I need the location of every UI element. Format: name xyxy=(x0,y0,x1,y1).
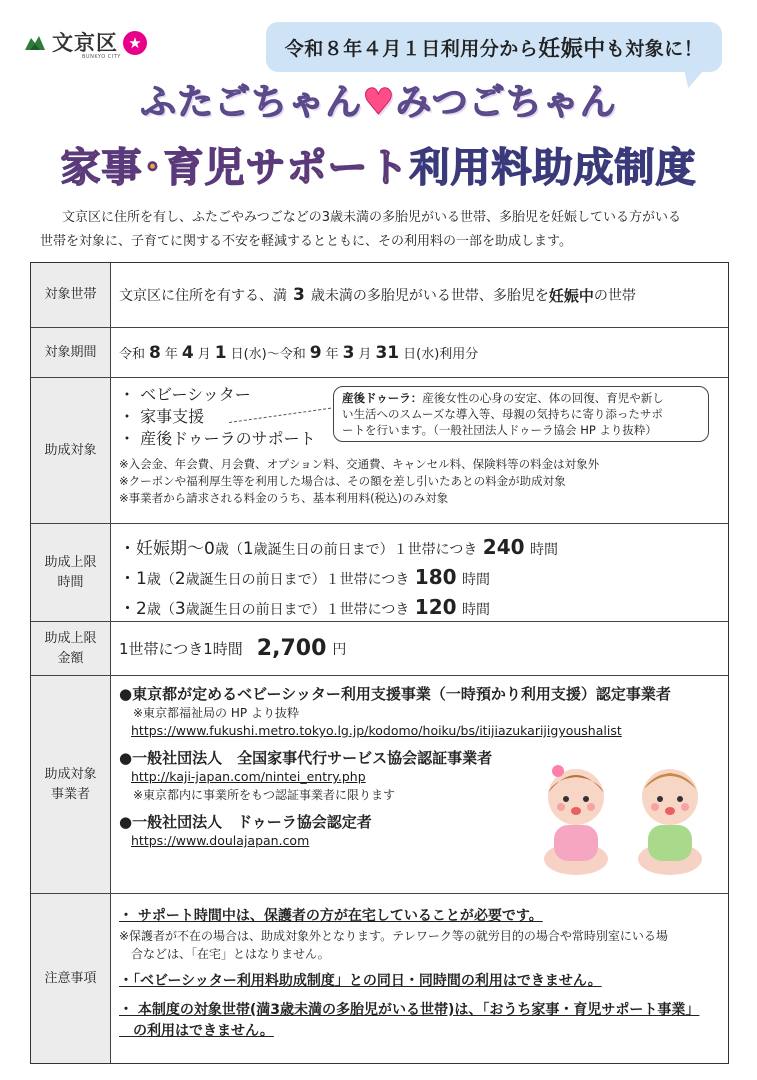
provider-note: ※東京都内に事業所をもつ認証事業者に限ります xyxy=(133,788,396,802)
provider-org-1: ●東京都が定めるベビーシッター利用支援事業（一時預かり利用支援）認定事業者 xyxy=(119,685,671,703)
row-label-2: 時間 xyxy=(57,574,84,590)
subsidy-note: ※入会金、年会費、月会費、オプション料、交通費、キャンセル料、保険料等の料金は対象外 xyxy=(119,457,600,471)
doula-text: い生活へのスムーズな導入等、母親の気持ちに寄り添ったサポ xyxy=(342,407,663,421)
city-name: 文京区 xyxy=(52,30,118,55)
subsidy-note: ※クーポンや福利厚生等を利用した場合は、その額を差し引いたあとの料金が助成対象 xyxy=(119,474,566,488)
limit-text: 歳（ xyxy=(214,542,243,558)
note-sub: ※保護者が不在の場合は、助成対象外となります。テレワーク等の就労目的の場合や常時別室にいる場 xyxy=(119,929,668,943)
row-upper-limit-amount xyxy=(31,621,728,675)
doula-title: 産後ドゥーラ： xyxy=(342,391,423,405)
provider-link-2[interactable]: http://kaji-japan.com/nintei_entry.php xyxy=(131,769,366,784)
twin-babies-illustration xyxy=(528,759,718,879)
bubble-text-pre: 令和８年４月１日利用分から xyxy=(284,37,539,60)
city-logo xyxy=(22,30,147,60)
baby-boy-icon xyxy=(638,769,702,875)
city-name-en: BUNKYO CITY xyxy=(82,54,121,60)
bubble-text-post: も対象に！ xyxy=(605,37,704,60)
baby-girl-icon xyxy=(544,765,608,875)
bunkyo-emblem-icon xyxy=(22,30,48,56)
households-text-c: の世帯 xyxy=(593,288,636,304)
title-line-2 xyxy=(0,136,757,193)
limit-text: 歳誕生日の前日まで）１世帯につき xyxy=(185,572,410,588)
bubble-text-emph: 妊娠中 xyxy=(538,36,606,62)
row-label-1: 助成上限 xyxy=(44,630,97,646)
period-text: 令和 xyxy=(119,347,146,362)
intro-line-2: 世帯を対象に、子育てに関する不安を軽減するとともに、その利用料の一部を助成します。 xyxy=(40,234,572,249)
intro-line-1: 文京区に住所を有し、ふたごやみつごなどの3歳未満の多胎児がいる世帯、多胎児を妊娠している方がいる xyxy=(62,210,682,225)
amount-value: 2,700 xyxy=(256,636,327,661)
title-line-1-a: ふたごちゃん xyxy=(140,82,363,123)
provider-link-3[interactable]: https://www.doulajapan.com xyxy=(131,833,310,848)
limit-hours: 180 xyxy=(414,565,457,589)
limit-text: 歳誕生日の前日まで）１世帯につき xyxy=(253,542,478,558)
row-label-2: 事業者 xyxy=(50,786,90,802)
doula-text: ートを行います。（一般社団法人ドゥーラ協会 HP より抜粋） xyxy=(342,423,657,437)
households-text-b: 歳未満の多胎児がいる世帯、多胎児を xyxy=(310,288,549,304)
note-item: の利用はできません。 xyxy=(119,1023,274,1039)
doula-callout xyxy=(333,386,709,442)
row-target-households xyxy=(31,263,728,327)
amount-text: 1世帯につき1時間 xyxy=(119,640,243,658)
row-label-2: 金額 xyxy=(57,650,84,666)
row-label: 対象期間 xyxy=(31,328,111,377)
list-item: ・ ベビーシッター xyxy=(119,385,251,404)
title-line-2-b: 利用料助成制度 xyxy=(409,145,697,191)
row-upper-limit-hours xyxy=(31,523,728,621)
row-label: 対象世帯 xyxy=(31,263,111,327)
note-item: ・「ベビーシッター利用料助成制度」との同日・同時間の利用はできません。 xyxy=(119,973,602,989)
row-notes xyxy=(31,893,728,1063)
row-label xyxy=(31,622,111,675)
limit-age: 2 xyxy=(174,569,186,589)
row-target-period xyxy=(31,327,728,377)
note-sub: 合などは、「在宅」とはなりません。 xyxy=(119,947,330,961)
limit-line xyxy=(119,564,720,594)
city-star-icon: ★ xyxy=(123,31,147,55)
period-num: 31 xyxy=(375,342,400,363)
title-line-1-b: みつごちゃん xyxy=(395,82,617,123)
period-num: 3 xyxy=(342,342,355,363)
period-num: 9 xyxy=(309,342,322,363)
subsidy-note: ※事業者から請求される料金のうち、基本利用料(税込)のみ対象 xyxy=(119,491,449,505)
limit-age: 3 xyxy=(174,599,186,619)
limit-text: 歳（ xyxy=(146,602,175,618)
provider-org-2: ●一般社団法人 全国家事代行サービス協会認証事業者 xyxy=(119,749,493,767)
limit-age: ・妊娠期～0 xyxy=(119,539,215,559)
row-label-1: 助成対象 xyxy=(44,766,97,782)
period-text: 年 xyxy=(325,347,339,362)
provider-note: ※東京都福祉局の HP より抜粋 xyxy=(133,706,299,720)
intro-paragraph xyxy=(40,206,730,254)
limit-hours: 120 xyxy=(414,595,457,619)
limit-unit: 時間 xyxy=(461,572,490,588)
limit-text: 歳誕生日の前日まで）１世帯につき xyxy=(185,602,410,618)
heart-icon: ♥ xyxy=(362,82,396,123)
announcement-bubble xyxy=(266,22,722,72)
list-item: ・ 家事支援 xyxy=(119,407,205,426)
doula-text: 産後女性の心身の安定、体の回復、育児や新し xyxy=(422,391,664,405)
row-label-1: 助成上限 xyxy=(44,554,97,570)
provider-link-1[interactable]: https://www.fukushi.metro.tokyo.lg.jp/kodomo/hoiku/bs/itijiazukarijigyoushalist xyxy=(131,723,622,738)
list-item: ・ 産後ドゥーラのサポート xyxy=(119,429,316,448)
limit-text: 歳（ xyxy=(146,572,175,588)
title-line-2-a: 家事･育児サポート xyxy=(60,145,410,191)
period-num: 1 xyxy=(214,342,227,363)
limit-unit: 時間 xyxy=(529,542,558,558)
limit-hours: 240 xyxy=(482,535,525,559)
note-item: ・ サポート時間中は、保護者の方が在宅していることが必要です。 xyxy=(119,908,543,924)
households-age: 3 xyxy=(293,285,305,305)
provider-org-3: ●一般社団法人 ドゥーラ協会認定者 xyxy=(119,813,372,831)
title-line-1 xyxy=(0,74,757,125)
row-subsidy-target xyxy=(31,377,728,523)
amount-unit: 円 xyxy=(332,641,347,658)
limit-age: ・1 xyxy=(119,569,147,589)
limit-age: ・2 xyxy=(119,599,147,619)
period-text: 日(水)～令和 xyxy=(230,347,306,362)
period-num: 4 xyxy=(181,342,194,363)
row-label: 助成対象 xyxy=(31,378,111,523)
note-item: ・ 本制度の対象世帯(満3歳未満の多胎児がいる世帯)は、「おうち家事・育児サポート事業」 xyxy=(119,1002,700,1018)
period-num: 8 xyxy=(149,342,161,363)
period-text: 日(水)利用分 xyxy=(403,347,479,362)
limit-unit: 時間 xyxy=(461,602,490,618)
period-text: 年 xyxy=(164,347,178,362)
row-label: 注意事項 xyxy=(31,894,111,1063)
row-providers xyxy=(31,675,728,893)
limit-line xyxy=(119,594,720,624)
limit-age: 1 xyxy=(242,539,254,559)
households-emph: 妊娠中 xyxy=(548,286,594,305)
households-text-a: 文京区に住所を有する、満 xyxy=(119,288,287,304)
row-label xyxy=(31,524,111,621)
row-label xyxy=(31,676,111,893)
info-table xyxy=(30,262,729,1064)
period-text: 月 xyxy=(358,347,372,362)
period-text: 月 xyxy=(197,347,211,362)
limit-line xyxy=(119,534,720,564)
